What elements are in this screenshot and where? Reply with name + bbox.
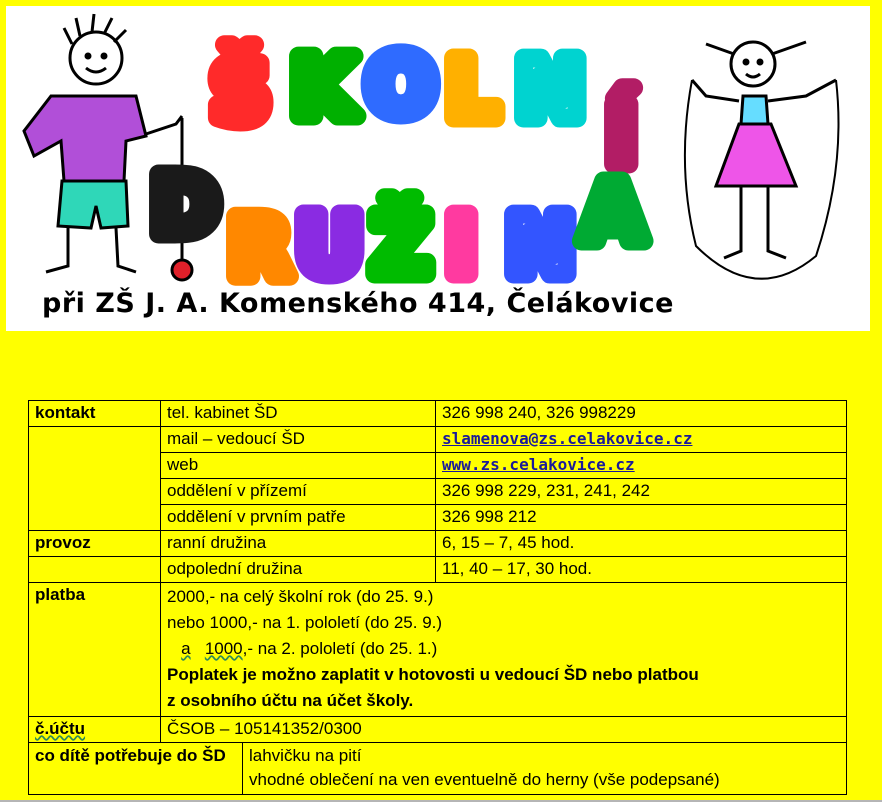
row-value: 326 998 212	[436, 505, 847, 531]
title-letter: N	[506, 199, 575, 294]
row-value: 326 998 240, 326 998229	[436, 401, 847, 427]
title-line-1	[211, 39, 637, 184]
title-letter: D	[151, 159, 220, 254]
row-label: oddělení v prvním patře	[161, 505, 436, 531]
title-letter: A	[581, 166, 645, 261]
title-letter: O	[366, 39, 436, 134]
platba-amount: 1000	[204, 639, 243, 658]
potreby-item: vhodné oblečení na ven eventuelně do herny (vše podepsané)	[249, 770, 720, 789]
row-value: 326 998 229, 231, 241, 242	[436, 479, 847, 505]
title-letter: Š	[211, 46, 271, 141]
section-label-kontakt: kontakt	[29, 401, 161, 427]
title-letter: R	[228, 201, 292, 296]
section-label-ucet	[29, 717, 161, 743]
girl-illustration	[685, 42, 839, 279]
row-label: tel. kabinet ŠD	[161, 401, 436, 427]
title-letter: N	[516, 43, 585, 138]
potreby-item: lahvičku na pití	[249, 746, 362, 765]
empty-cell	[29, 557, 161, 583]
title-line-2	[151, 159, 645, 296]
title-letter: Ž	[371, 199, 431, 294]
info-table	[28, 400, 847, 795]
row-value: 11, 40 – 17, 30 hod.	[436, 557, 847, 583]
table-row	[29, 583, 847, 717]
platba-prefix: a	[181, 639, 191, 658]
email-cell	[436, 427, 847, 453]
row-label: oddělení v přízemí	[161, 479, 436, 505]
empty-cell	[29, 427, 161, 531]
table-row	[29, 401, 847, 427]
ucet-label-text: č.účtu	[35, 719, 86, 738]
section-label-provoz: provoz	[29, 531, 161, 557]
web-link[interactable]: www.zs.celakovice.cz	[442, 455, 635, 474]
title-letter: Í	[606, 89, 637, 184]
platba-note: z osobního účtu na účet školy.	[167, 691, 414, 710]
row-label: web	[161, 453, 436, 479]
platba-line: 2000,- na celý školní rok (do 25. 9.)	[167, 587, 434, 606]
title-letter: L	[446, 43, 499, 138]
table-row	[29, 743, 847, 795]
banner-subtitle: při ZŠ J. A. Komenského 414, Čelákovice	[42, 288, 674, 319]
table-row	[29, 717, 847, 743]
row-label: ranní družina	[161, 531, 436, 557]
email-link[interactable]: slamenova@zs.celakovice.cz	[442, 429, 693, 448]
row-label: mail – vedoucí ŠD	[161, 427, 436, 453]
platba-content	[161, 583, 847, 717]
potreby-content	[243, 743, 847, 795]
row-value: 6, 15 – 7, 45 hod.	[436, 531, 847, 557]
web-cell	[436, 453, 847, 479]
row-label: odpolední družina	[161, 557, 436, 583]
banner-artwork	[6, 6, 870, 331]
platba-rest: ,- na 2. pololetí (do 25. 1.)	[242, 639, 438, 658]
title-letter: I	[446, 199, 477, 294]
title-letter: U	[296, 199, 363, 294]
table-row	[29, 427, 847, 453]
title-letter: K	[291, 41, 355, 136]
section-label-platba: platba	[29, 583, 161, 717]
header-banner	[6, 6, 870, 331]
platba-note: Poplatek je možno zaplatit v hotovosti u vedoucí ŠD nebo platbou	[167, 665, 699, 684]
table-row	[29, 557, 847, 583]
section-label-potreby: co dítě potřebuje do ŠD	[29, 743, 243, 795]
platba-line	[167, 636, 840, 662]
row-value: ČSOB – 105141352/0300	[161, 717, 847, 743]
table-row	[29, 531, 847, 557]
platba-line: nebo 1000,- na 1. pololetí (do 25. 9.)	[167, 613, 443, 632]
